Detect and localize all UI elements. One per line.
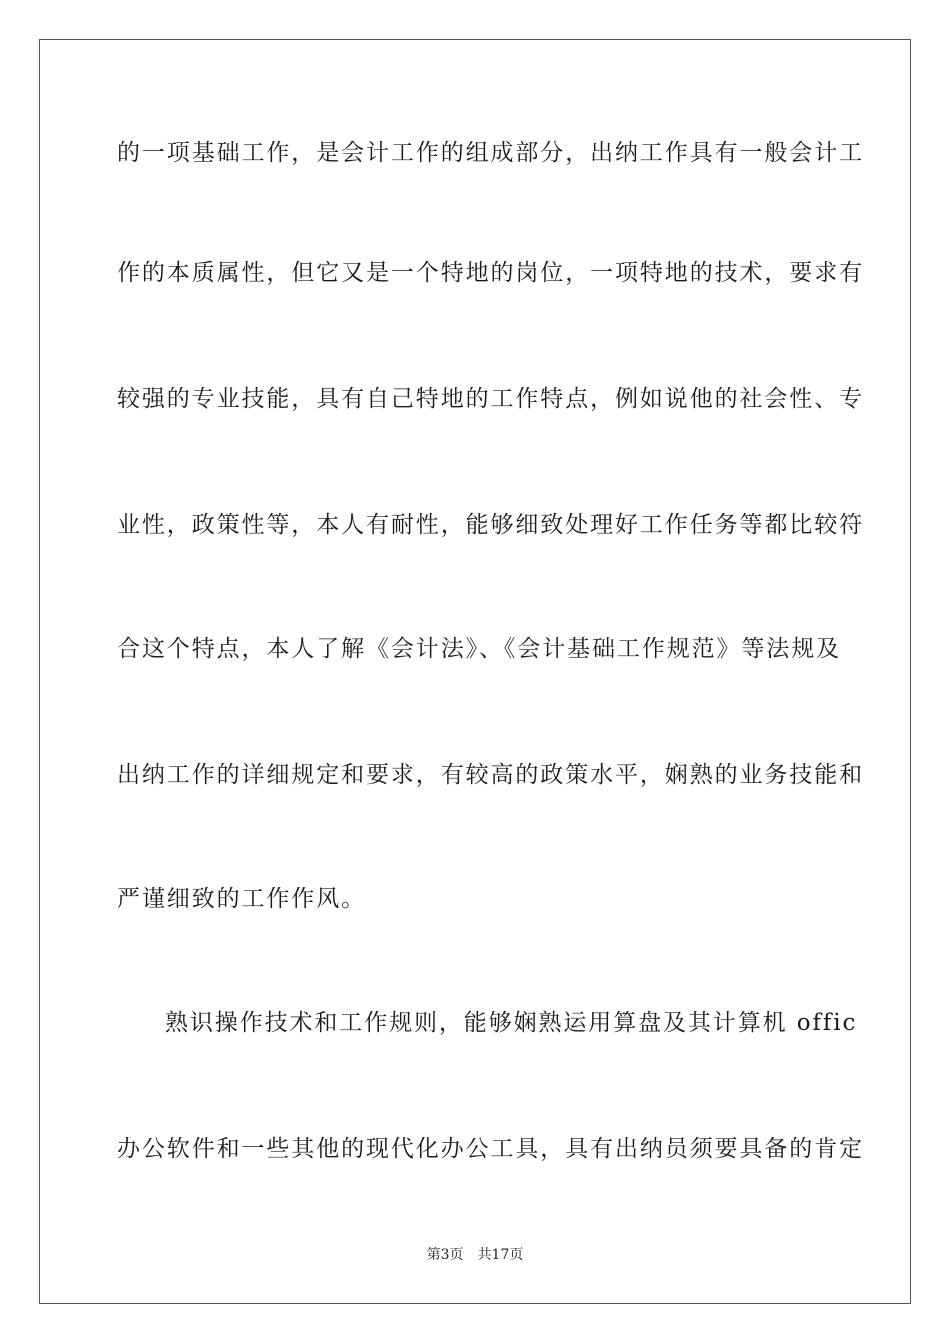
text-line: 合这个特点，本人了解《会计法》、《会计基础工作规范》等法规及 (117, 636, 841, 662)
page-total: 共17页 (477, 1247, 524, 1263)
text-line: 出纳工作的详细规定和要求，有较高的政策水平，娴熟的业务技能和 (117, 762, 864, 788)
text-line: 业性，政策性等，本人有耐性，能够细致处理好工作任务等都比较符 (117, 512, 864, 538)
text-line: 的一项基础工作，是会计工作的组成部分，出纳工作具有一般会计工 (117, 140, 864, 166)
text-line: 作的本质属性，但它又是一个特地的岗位，一项特地的技术，要求有 (117, 260, 864, 286)
paragraph-start-line: 熟识操作技术和工作规则，能够娴熟运用算盘及其计算机 offic (165, 1010, 858, 1036)
page-number: 第3页 (426, 1247, 464, 1263)
text-line: 办公软件和一些其他的现代化办公工具，具有出纳员须要具备的肯定 (117, 1136, 864, 1162)
page-border (39, 39, 911, 1304)
text-line: 严谨细致的工作作风。 (117, 886, 366, 912)
text-line: 较强的专业技能，具有自己特地的工作特点，例如说他的社会性、专 (117, 386, 864, 412)
page-footer (0, 1245, 950, 1265)
